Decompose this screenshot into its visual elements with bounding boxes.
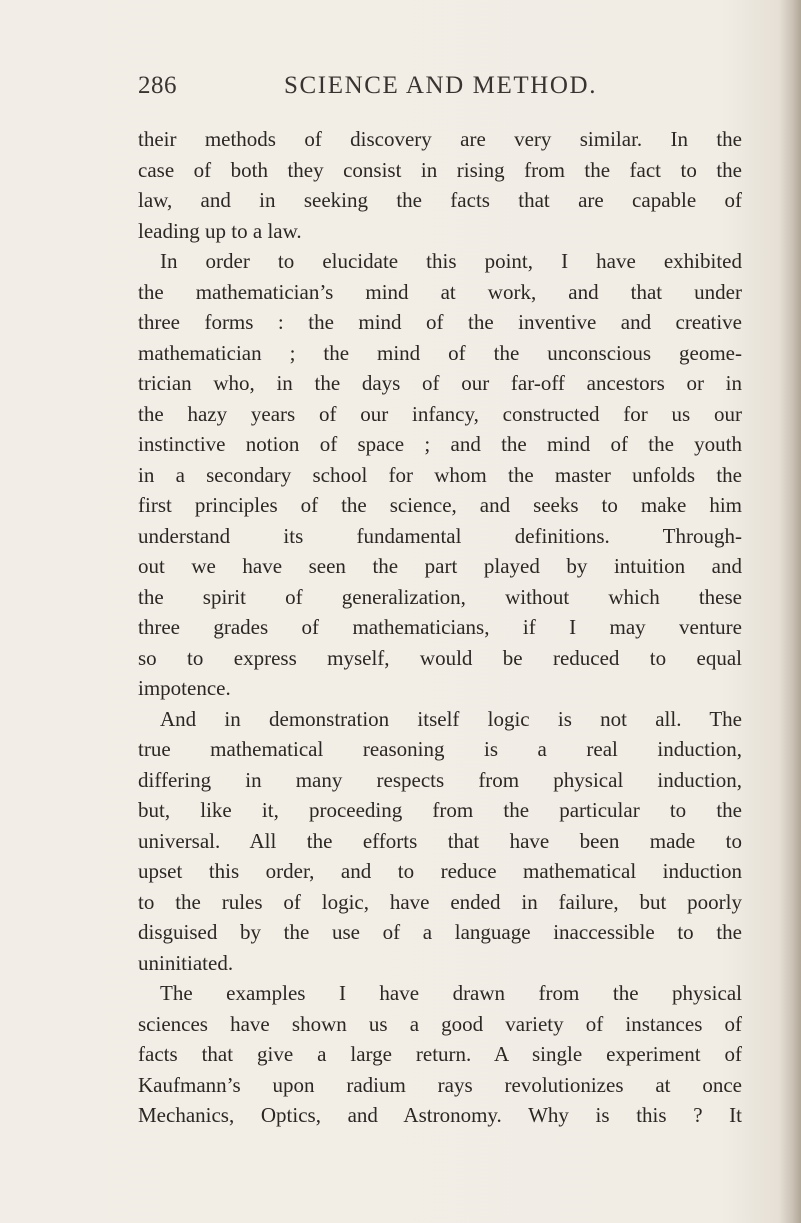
text-line: understand its fundamental definitions. Through- <box>138 523 742 548</box>
text-line: Kaufmann’s upon radium rays revolutionizes at once <box>138 1072 742 1097</box>
text-line: true mathematical reasoning is a real induction, <box>138 737 742 761</box>
text-line: case of both they consist in rising from the fact to the <box>138 157 742 182</box>
text-line: uninitiated. <box>138 950 234 975</box>
text-line: The examples I have drawn from the physical <box>160 981 742 1005</box>
text-line: first principles of the science, and seeks to make him <box>138 493 742 517</box>
text-line: the hazy years of our infancy, constructed for us our <box>138 401 742 426</box>
text-line: differing in many respects from physical induction, <box>138 767 742 792</box>
page-number: 286 <box>138 72 177 99</box>
text-line: the mathematician’s mind at work, and that under <box>138 279 742 304</box>
text-line: three forms : the mind of the inventive and creative <box>138 310 742 334</box>
text-line: in a secondary school for whom the master unfolds the <box>138 462 742 487</box>
text-line: so to express myself, would be reduced to equal <box>138 645 742 670</box>
text-line: three grades of mathematicians, if I may venture <box>138 615 742 639</box>
running-title: SCIENCE AND METHOD. <box>284 72 598 99</box>
text-line: the spirit of generalization, without which these <box>138 584 742 609</box>
text-line: trician who, in the days of our far-off ancestors or in <box>138 371 742 395</box>
text-line: their methods of discovery are very similar. In the <box>138 127 742 151</box>
text-line: sciences have shown us a good variety of instances of <box>138 1011 742 1036</box>
text-line: mathematician ; the mind of the unconscious geome- <box>138 340 742 365</box>
text-line: upset this order, and to reduce mathematical induction <box>138 859 742 883</box>
text-line: law, and in seeking the facts that are capable of <box>138 188 742 212</box>
text-line: disguised by the use of a language inaccessible to the <box>138 920 742 944</box>
text-line: In order to elucidate this point, I have exhibited <box>160 249 742 273</box>
text-line: impotence. <box>138 676 231 700</box>
text-line: to the rules of logic, have ended in failure, but poorly <box>138 889 742 914</box>
text-line: instinctive notion of space ; and the mind of the youth <box>138 432 742 456</box>
text-line: universal. All the efforts that have been made to <box>138 828 742 853</box>
text-line: Mechanics, Optics, and Astronomy. Why is this ? It <box>138 1103 742 1127</box>
text-line: And in demonstration itself logic is not all. The <box>160 706 742 731</box>
text-line: leading up to a law. <box>138 218 302 243</box>
text-line: facts that give a large return. A single experiment of <box>138 1042 742 1066</box>
page-edge-shadow <box>779 0 801 1223</box>
body-text <box>138 124 742 1131</box>
running-head <box>138 72 738 112</box>
text-line: but, like it, proceeding from the particular to the <box>138 798 742 822</box>
text-line: out we have seen the part played by intuition and <box>138 554 742 578</box>
